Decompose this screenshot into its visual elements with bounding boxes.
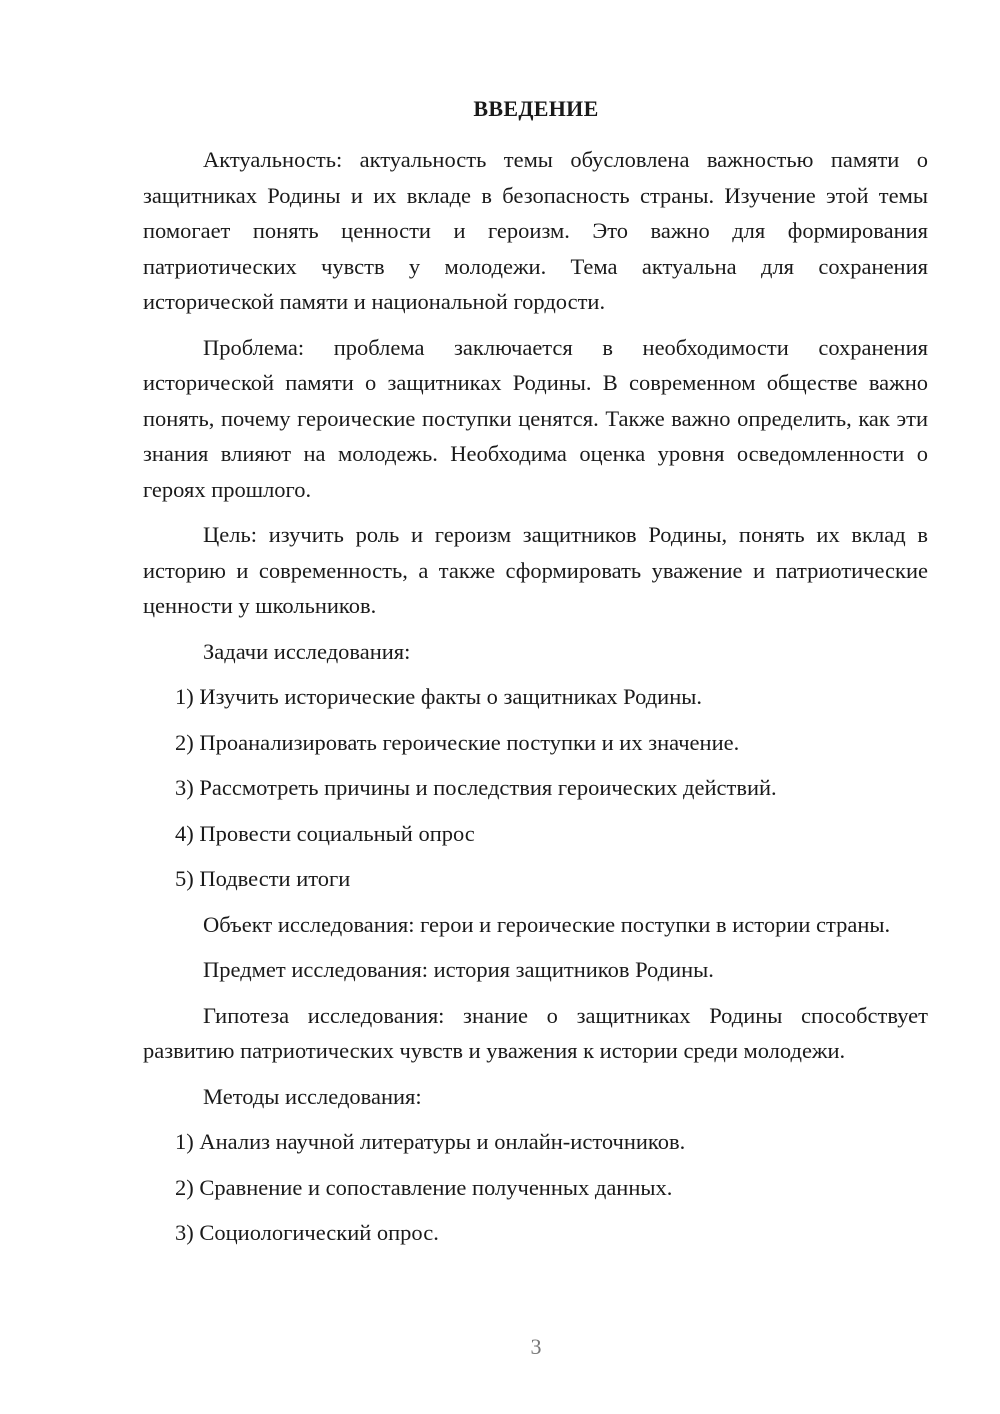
task-item-2: 2) Проанализировать героические поступки и их значение. <box>175 729 740 755</box>
task-item-3: 3) Рассмотреть причины и последствия героических действий. <box>175 775 777 800</box>
task-item-4: 4) Провести социальный опрос <box>175 820 475 846</box>
paragraph-problem: Проблема: проблема заключается в необходимости сохранения исторической памяти о защитниках Родины. В современном обществе важно понять, почему героические поступки ценятся. Также важно определить, как эти знания влияют на молодежь. Необходима оценка уровня осведомленности о героях прошлого. <box>143 334 928 502</box>
paragraph-goal: Цель: изучить роль и героизм защитников Родины, понять их вклад в историю и современность, а также сформировать уважение и патриотические ценности у школьников. <box>143 522 928 618</box>
tasks-heading: Задачи исследования: <box>203 638 411 664</box>
paragraph-hypothesis: Гипотеза исследования: знание о защитниках Родины способствует развитию патриотических чувств и уважения к истории среди молодежи. <box>143 1002 928 1063</box>
method-item-3: 3) Социологический опрос. <box>175 1220 439 1245</box>
document-body <box>143 142 928 1261</box>
paragraph-object: Объект исследования: герои и героические поступки в истории страны. <box>203 911 891 937</box>
task-item-5: 5) Подвести итоги <box>175 866 351 891</box>
method-item-1: 1) Анализ научной литературы и онлайн-источников. <box>175 1129 686 1154</box>
task-item-1: 1) Изучить исторические факты о защитниках Родины. <box>175 684 702 709</box>
page-number: 3 <box>530 1334 542 1359</box>
method-item-2: 2) Сравнение и сопоставление полученных данных. <box>175 1174 673 1200</box>
methods-heading: Методы исследования: <box>203 1083 422 1109</box>
paragraph-relevance: Актуальность: актуальность темы обусловлена важностью памяти о защитниках Родины и их вкладе в безопасность страны. Изучение этой темы помогает понять ценности и героизм. Это важно для формирования патриотических чувств у молодежи. Тема актуальна для сохранения исторической памяти и национальной гордости. <box>143 147 928 314</box>
page-title: ВВЕДЕНИЕ <box>473 96 599 121</box>
paragraph-subject: Предмет исследования: история защитников Родины. <box>203 957 714 982</box>
